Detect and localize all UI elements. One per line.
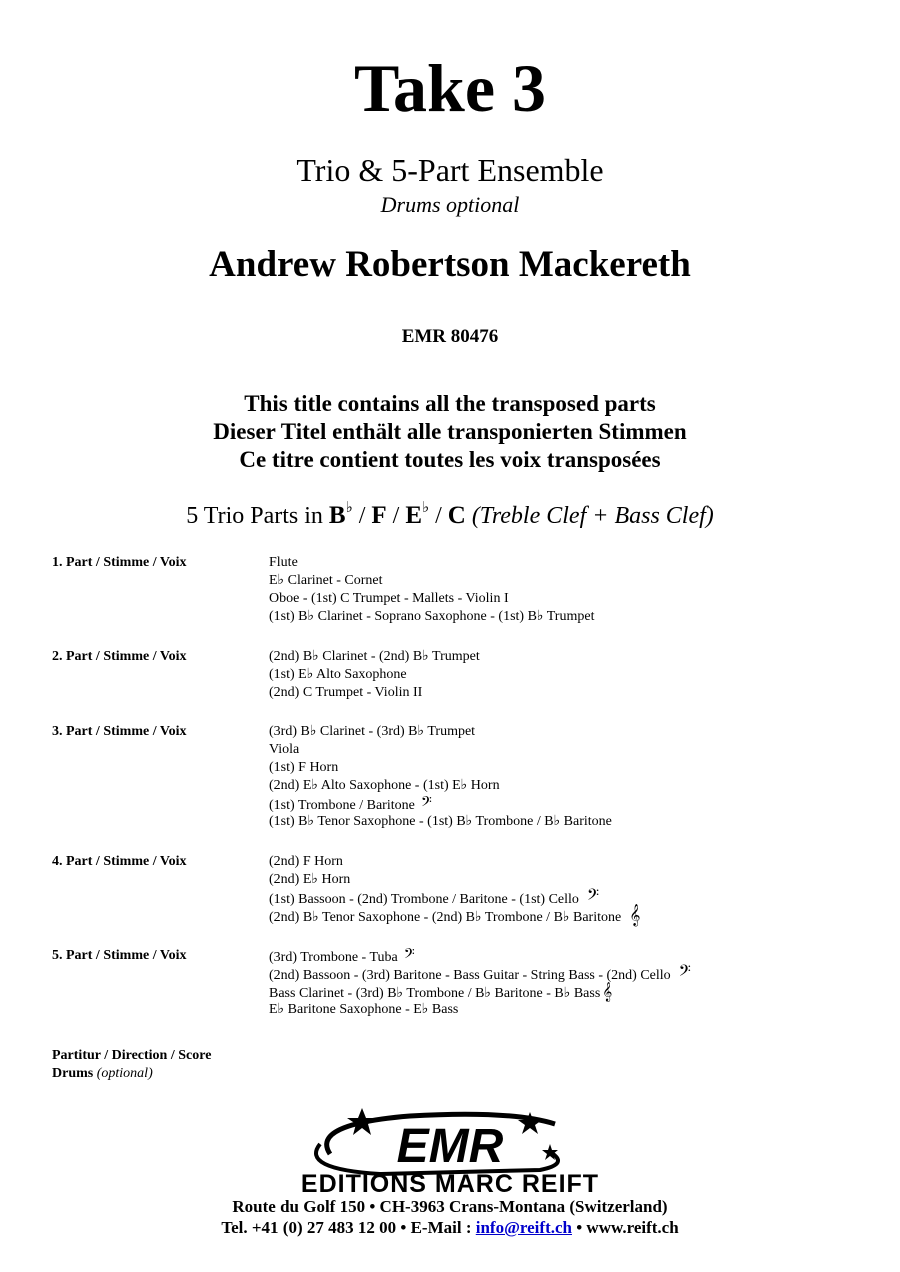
part-instruments [269,947,869,1019]
list-item: (2nd) B♭ Clarinet - (2nd) B♭ Trumpet [269,649,480,664]
key-c: C [447,502,466,529]
publisher-name: EDITIONS MARC REIFT [300,1170,600,1198]
logo-text: EMR [396,1120,504,1173]
list-item-text: (3rd) Trombone - Tuba [269,950,398,965]
key-f: F [371,502,387,529]
trio-prefix: 5 Trio Parts in [186,503,329,529]
publisher-address: Route du Golf 150 • CH-3963 Crans-Montana (Switzerland) [232,1197,668,1216]
key-b: B [328,502,346,529]
treble-clef-icon: 𝄞 [629,905,641,926]
list-item: (2nd) F Horn [269,854,343,869]
bass-clef-icon: 𝄢 [403,946,415,965]
separator: / [429,503,448,529]
list-item [269,983,869,1001]
subtitle: Trio & 5-Part Ensemble [296,152,604,188]
list-item-text: (1st) Trombone / Baritone [269,798,415,813]
list-item: (1st) B♭ Tenor Saxophone - (1st) B♭ Trombone / B♭ Baritone [269,814,612,829]
list-item [269,947,869,965]
list-item: Viola [269,742,300,757]
list-item [269,889,869,907]
drums-optional: (optional) [96,1066,153,1081]
part-instruments [269,723,869,831]
composer: Andrew Robertson Mackereth [209,244,691,285]
list-item: Flute [269,555,298,570]
email-link[interactable]: info@reift.ch [475,1218,572,1237]
separator: / [386,503,406,529]
notice-english: This title contains all the transposed parts [244,391,656,416]
page-title: Take 3 [353,50,547,126]
contact-web: • www.reift.ch [571,1218,679,1237]
list-item: (1st) B♭ Clarinet - Soprano Saxophone - (1st) B♭ Trumpet [269,609,595,624]
list-item: E♭ Baritone Saxophone - E♭ Bass [269,1002,459,1017]
list-item [269,965,869,983]
list-item-text: Bass Clarinet - (3rd) B♭ Trombone / B♭ Baritone - B♭ Bass [269,986,601,1001]
flat-sign: ♭ [422,500,430,516]
list-item-text: (2nd) B♭ Tenor Saxophone - (2nd) B♭ Trombone / B♭ Baritone [269,910,622,925]
transposed-parts-notice [0,390,900,474]
score-label: Partitur / Direction / Score [52,1048,212,1063]
key-e: E [405,502,422,529]
part-label: 1. Part / Stimme / Voix [52,555,187,570]
bass-clef-icon: 𝄢 [420,794,432,813]
list-item: (2nd) E♭ Horn [269,872,351,887]
trio-parts-line [0,494,900,532]
drums-optional-note: Drums optional [380,192,520,217]
treble-clef-icon: 𝄞 [602,982,613,1001]
clef-note: (Treble Clef + Bass Clef) [465,503,714,529]
list-item: E♭ Clarinet - Cornet [269,573,383,588]
catalog-number: EMR 80476 [401,326,499,347]
notice-french: Ce titre contient toutes les voix transposées [239,447,661,472]
list-item: (3rd) B♭ Clarinet - (3rd) B♭ Trumpet [269,724,476,739]
part-instruments [269,853,869,925]
part-label: 2. Part / Stimme / Voix [52,649,187,664]
list-item-text: (1st) Bassoon - (2nd) Trombone / Baritone - (1st) Cello [269,892,579,907]
part-label: 3. Part / Stimme / Voix [52,724,187,739]
part-label: 4. Part / Stimme / Voix [52,854,187,869]
part-instruments [269,648,869,702]
list-item: (2nd) E♭ Alto Saxophone - (1st) E♭ Horn [269,778,500,793]
list-item [269,795,869,813]
list-item: Oboe - (1st) C Trumpet - Mallets - Violin I [269,591,509,606]
bass-clef-icon: 𝄢 [678,963,691,984]
bass-clef-icon: 𝄢 [586,887,600,908]
list-item: (1st) E♭ Alto Saxophone [269,667,407,682]
list-item [269,907,869,925]
publisher-contact [0,1218,900,1238]
notice-german: Dieser Titel enthält alle transponierten Stimmen [213,419,687,444]
separator: / [352,503,372,529]
contact-tel: Tel. +41 (0) 27 483 12 00 • E-Mail : [221,1218,476,1237]
list-item-text: (2nd) Bassoon - (3rd) Baritone - Bass Guitar - String Bass - (2nd) Cello [269,968,671,983]
flat-sign: ♭ [345,500,353,516]
part-label: 5. Part / Stimme / Voix [52,948,187,963]
score-and-drums [52,1047,211,1083]
drums-label: Drums [52,1066,94,1081]
list-item: (2nd) C Trumpet - Violin II [269,685,423,700]
part-instruments [269,554,869,626]
list-item: (1st) F Horn [269,760,339,775]
